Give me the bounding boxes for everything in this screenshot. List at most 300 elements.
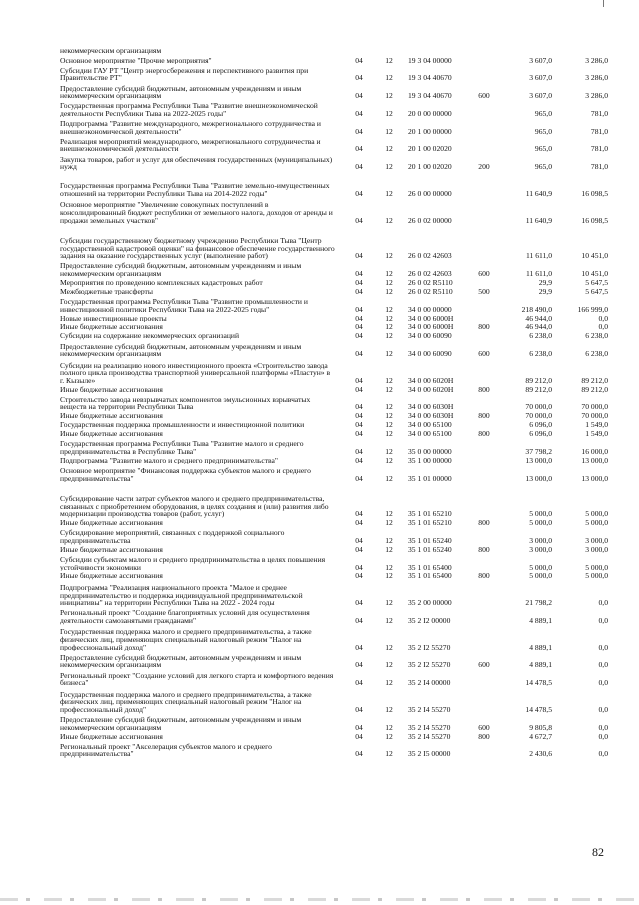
cell-cs: 26 0 02 00000 — [408, 215, 452, 225]
cell-vr — [472, 740, 496, 758]
cell-cs: 26 0 02 R5110 — [408, 277, 453, 287]
cell-pr: 12 — [385, 544, 393, 554]
cell-cs: 34 0 00 60090 — [408, 349, 452, 359]
row-name: Подпрограмма "Развитие малого и среднего предпринимательства" — [60, 456, 278, 465]
cell-name — [60, 731, 344, 740]
row-name: Субсидирование мероприятий, связанных с поддержкой социального предпринимательства — [60, 529, 285, 545]
cell-name — [60, 55, 344, 65]
cell-a: 9 805,8 — [529, 722, 552, 732]
cell-pr: 12 — [385, 509, 393, 519]
cell-cs: 35 1 01 65210 — [408, 518, 452, 528]
cell-cs: 35 2 I2 55270 — [408, 642, 451, 652]
cell-b: 781,0 — [590, 162, 608, 172]
cell-a: 5 000,0 — [529, 518, 552, 528]
row-name: Закупка товаров, работ и услуг для обеспечения государственных (муниципальных) нужд — [60, 155, 333, 171]
cell-pr: 12 — [385, 375, 393, 385]
cell-pr: 12 — [385, 518, 393, 528]
cell-pr: 12 — [385, 660, 393, 670]
table-row — [60, 456, 608, 465]
cell-name — [60, 135, 344, 153]
cell-pr: 12 — [385, 277, 393, 287]
cell-pr: 12 — [385, 188, 393, 198]
cell-b: 5 000,0 — [585, 518, 608, 528]
table-row — [60, 171, 608, 198]
table-row — [60, 384, 608, 393]
cell-rz: 04 — [355, 731, 363, 741]
row-name: Субсидии на содержание некоммерческих организаций — [60, 332, 240, 340]
cell-a: 21 798,2 — [525, 598, 552, 608]
table-row — [60, 198, 608, 225]
scan-artifact — [603, 0, 604, 7]
cell-vr — [472, 135, 496, 153]
cell-cs: 35 2 I4 00000 — [408, 678, 451, 688]
cell-a: 218 490,0 — [521, 304, 552, 314]
cell-name — [60, 64, 344, 82]
cell-vr — [472, 331, 496, 340]
table-row — [60, 669, 608, 687]
cell-b: 0,0 — [598, 642, 608, 652]
cell-cs: 34 0 00 6030H — [408, 402, 454, 412]
cell-name — [60, 518, 344, 527]
table-row — [60, 331, 608, 340]
cell-cs: 35 1 01 65400 — [408, 562, 452, 572]
cell-pr: 12 — [385, 286, 393, 296]
row-name: Межбюджетные трансферты — [60, 287, 153, 296]
cell-b: 1 549,0 — [585, 420, 608, 430]
cell-vr — [472, 64, 496, 82]
cell-name — [60, 340, 344, 358]
cell-a: 965,0 — [534, 126, 552, 136]
row-name: Основное мероприятие "Прочие мероприятия" — [60, 56, 212, 65]
cell-pr: 12 — [385, 704, 393, 714]
cell-cs: 34 0 00 6000H — [408, 322, 454, 332]
cell-name — [60, 545, 344, 554]
table-row — [60, 340, 608, 358]
table-row — [60, 278, 608, 287]
cell-b: 0,0 — [598, 749, 608, 759]
cell-rz: 04 — [355, 749, 363, 759]
cell-name — [60, 625, 344, 652]
cell-b: 70 000,0 — [581, 411, 608, 421]
cell-cs: 35 2 I2 00000 — [408, 615, 451, 625]
cell-b: 0,0 — [598, 722, 608, 732]
row-name: Предоставление субсидий бюджетным, автономным учреждениям и иным некоммерческим организациям — [60, 84, 302, 100]
cell-vr — [472, 687, 496, 714]
row-name: Субсидии государственному бюджетному учреждению Республики Тыва "Центр государственной кадастровой оценки" на финансовое обеспечение государственного задания на оказание государственных услуг (выполнение работ) — [60, 237, 335, 260]
cell-b: 5 647,5 — [585, 277, 608, 287]
cell-b: 0,0 — [598, 322, 608, 332]
cell-rz: 04 — [355, 215, 363, 225]
cell-a: 5 000,0 — [529, 509, 552, 519]
cell-pr: 12 — [385, 144, 393, 154]
cell-vr — [472, 456, 496, 465]
cell-name — [60, 651, 344, 669]
cell-a: 6 238,0 — [529, 349, 552, 359]
cell-rz: 04 — [355, 375, 363, 385]
budget-table-body — [60, 47, 608, 758]
cell-pr: 12 — [385, 384, 393, 394]
cell-pr: 12 — [385, 615, 393, 625]
cell-a: 4 889,1 — [529, 660, 552, 670]
cell-b: 0,0 — [598, 615, 608, 625]
table-row — [60, 714, 608, 732]
table-row — [60, 260, 608, 278]
cell-cs: 34 0 00 6020H — [408, 384, 454, 394]
cell-name — [60, 295, 344, 313]
row-name: Субсидии на реализацию нового инвестиционного проекта «Строительство завода полного цикла производства транспортной универсальной платформы «Пластун» в г. Кызыле» — [60, 361, 331, 385]
cell-vr: 600 — [478, 91, 490, 101]
row-name: Государственная программа Республики Тыва "Развитие малого и среднего предпринимательства в Республике Тыва" — [60, 440, 304, 456]
cell-rz: 04 — [355, 704, 363, 714]
cell-vr — [472, 278, 496, 287]
cell-vr: 600 — [478, 660, 490, 670]
cell-rz — [344, 47, 374, 55]
row-name: Строительство завода невзрывчатых компонентов эмульсионных взрывчатых веществ на территории Республики Тыва — [60, 395, 311, 412]
cell-rz: 04 — [355, 473, 363, 483]
cell-cs: 26 0 02 42603 — [408, 251, 452, 261]
cell-vr: 600 — [478, 722, 490, 732]
row-name: Подпрограмма "Реализация национального проекта "Малое и среднее предпринимательство и поддержка индивидуальной предпринимательской инициативы" на территории Республики Тыва на 2022 - 2024 годы — [60, 583, 303, 607]
cell-rz: 04 — [355, 509, 363, 519]
table-row — [60, 580, 608, 607]
cell-a: 70 000,0 — [525, 411, 552, 421]
row-name: Иные бюджетные ассигнования — [60, 385, 163, 394]
table-row — [60, 358, 608, 385]
cell-pr: 12 — [385, 402, 393, 412]
row-name: Иные бюджетные ассигнования — [60, 519, 163, 527]
cell-pr: 12 — [385, 473, 393, 483]
cell-rz: 04 — [355, 277, 363, 287]
page-number: 82 — [592, 845, 604, 859]
cell-name — [60, 687, 344, 714]
cell-a: 6 096,0 — [529, 429, 552, 439]
cell-cs: 19 3 04 00000 — [408, 55, 452, 65]
budget-table — [60, 47, 608, 758]
cell-vr: 800 — [478, 322, 490, 332]
row-name: Региональный проект "Создание условий для легкого старта и комфортного ведения бизнеса" — [60, 671, 334, 687]
cell-b: 0,0 — [598, 598, 608, 608]
row-name: Предоставление субсидий бюджетным, автономным учреждениям и иным некоммерческим организациям — [60, 262, 302, 278]
table-row — [60, 82, 608, 100]
table-row — [60, 438, 608, 456]
cell-vr — [472, 420, 496, 429]
cell-vr: 200 — [478, 162, 490, 172]
cell-name — [60, 714, 344, 732]
cell-rz: 04 — [355, 349, 363, 359]
cell-pr: 12 — [385, 446, 393, 456]
table-row — [60, 518, 608, 527]
cell-pr: 12 — [385, 642, 393, 652]
cell-cs: 26 0 02 42603 — [408, 269, 452, 279]
cell-vr — [472, 527, 496, 545]
cell-b: 1 549,0 — [585, 429, 608, 439]
cell-vr: 800 — [478, 731, 490, 741]
cell-name — [60, 224, 344, 260]
cell-name — [60, 100, 344, 118]
cell-name — [60, 571, 344, 580]
cell-rz: 04 — [355, 269, 363, 279]
cell-cs: 34 0 00 6030H — [408, 411, 454, 421]
cell-vr — [472, 393, 496, 411]
cell-rz: 04 — [355, 411, 363, 421]
table-row — [60, 153, 608, 171]
cell-cs: 35 1 01 00000 — [408, 473, 452, 483]
cell-b: 13 000,0 — [581, 473, 608, 483]
cell-cs: 35 2 I4 55270 — [408, 731, 451, 741]
cell-rz: 04 — [355, 518, 363, 528]
row-name: Иные бюджетные ассигнования — [60, 412, 163, 420]
cell-b: 5 000,0 — [585, 509, 608, 519]
cell-vr: 600 — [478, 349, 490, 359]
cell-pr — [374, 47, 404, 55]
cell-rz: 04 — [355, 562, 363, 572]
row-name: Государственная программа Республики Тыва "Развитие внешнеэкономической деятельности Республики Тыва на 2022-2025 годы" — [60, 102, 318, 118]
table-row — [60, 651, 608, 669]
cell-b: 6 238,0 — [585, 349, 608, 359]
cell-pr: 12 — [385, 215, 393, 225]
cell-a: 5 000,0 — [529, 571, 552, 581]
cell-a: 11 640,9 — [525, 188, 552, 198]
cell-a: 46 944,0 — [525, 313, 552, 323]
cell-b: 781,0 — [590, 108, 608, 118]
cell-vr — [472, 47, 496, 55]
cell-vr: 800 — [478, 544, 490, 554]
cell-name — [60, 153, 344, 171]
row-name: Предоставление субсидий бюджетным, автономным учреждениям и иным некоммерческим организациям — [60, 342, 302, 358]
cell-cs: 34 0 00 6020H — [408, 375, 454, 385]
cell-cs: 34 0 00 60090 — [408, 331, 452, 341]
table-row — [60, 55, 608, 65]
cell-b: 3 000,0 — [585, 544, 608, 554]
cell-name — [60, 740, 344, 758]
cell-a: 13 000,0 — [525, 473, 552, 483]
cell-name — [60, 322, 344, 331]
table-row — [60, 553, 608, 571]
table-row — [60, 64, 608, 82]
cell-a: 14 478,5 — [525, 704, 552, 714]
cell-rz: 04 — [355, 126, 363, 136]
cell-b: 6 238,0 — [585, 331, 608, 341]
cell-pr: 12 — [385, 331, 393, 341]
row-name: Мероприятия по проведению комплексных кадастровых работ — [60, 278, 263, 287]
cell-vr: 500 — [478, 286, 490, 296]
cell-cs: 35 1 01 65240 — [408, 535, 452, 545]
row-name: Предоставление субсидий бюджетным, автономным учреждениям и иным некоммерческим организациям — [60, 653, 302, 670]
cell-name — [60, 607, 344, 625]
cell-name — [60, 553, 344, 571]
cell-cs — [404, 47, 472, 55]
cell-vr — [472, 553, 496, 571]
cell-pr: 12 — [385, 749, 393, 759]
row-name: Государственная поддержка малого и среднего предпринимательства, а также физических лиц, применяющих специальный налоговый режим "Налог на профессиональный доход" — [60, 690, 312, 714]
cell-rz: 04 — [355, 642, 363, 652]
cell-a: 965,0 — [534, 162, 552, 172]
row-name: Иные бюджетные ассигнования — [60, 732, 163, 741]
cell-rz: 04 — [355, 73, 363, 83]
row-name: Государственная программа Республики Тыва "Развитие земельно-имущественных отношений на территории Республики Тыва на 2014-2022 годы" — [60, 182, 330, 198]
cell-cs: 35 1 01 65240 — [408, 544, 452, 554]
table-row — [60, 429, 608, 438]
cell-name — [60, 331, 344, 340]
cell-rz: 04 — [355, 313, 363, 323]
cell-pr: 12 — [385, 411, 393, 421]
cell-a: 3 607,0 — [529, 55, 552, 65]
cell-rz: 04 — [355, 108, 363, 118]
cell-b: 166 999,0 — [577, 304, 608, 314]
cell-rz: 04 — [355, 286, 363, 296]
row-name: Государственная поддержка малого и среднего предпринимательства, а также физических лиц, применяющих специальный налоговый режим "Налог на профессиональный доход" — [60, 628, 312, 652]
cell-b: 16 098,5 — [581, 188, 608, 198]
cell-vr — [472, 580, 496, 607]
table-row — [60, 322, 608, 331]
table-row — [60, 100, 608, 118]
row-name: Иные бюджетные ассигнования — [60, 572, 163, 581]
cell-name — [60, 420, 344, 429]
cell-name — [60, 287, 344, 296]
cell-b: 3 286,0 — [585, 73, 608, 83]
table-row — [60, 731, 608, 740]
cell-pr: 12 — [385, 598, 393, 608]
cell-a — [496, 47, 552, 55]
table-row — [60, 117, 608, 135]
cell-a: 89 212,0 — [525, 384, 552, 394]
table-row — [60, 464, 608, 482]
cell-pr: 12 — [385, 731, 393, 741]
cell-a: 11 611,0 — [525, 251, 552, 261]
cell-rz: 04 — [355, 420, 363, 430]
cell-b: 10 451,0 — [581, 251, 608, 261]
cell-a: 3 607,0 — [529, 91, 552, 101]
cell-pr: 12 — [385, 562, 393, 572]
row-name: Субсидирование части затрат субъектов малого и среднего предпринимательства, связанных с приобретением оборудования, в целях создания и (или) развития либо модернизации производства товаров (работ, услуг) — [60, 495, 329, 518]
cell-name — [60, 393, 344, 411]
row-name: Предоставление субсидий бюджетным, автономным учреждениям и иным некоммерческим организациям — [60, 716, 302, 732]
cell-pr: 12 — [385, 420, 393, 430]
cell-vr: 800 — [478, 518, 490, 528]
table-row — [60, 47, 608, 55]
cell-b: 5 000,0 — [585, 571, 608, 581]
row-name: Подпрограмма "Развитие международного, межрегионального сотрудничества и внешнеэкономической деятельности" — [60, 120, 321, 136]
row-name: Субсидии ГАУ РТ "Центр энергосбережения и перспективного развития при Правительстве РТ" — [60, 66, 309, 82]
cell-a: 3 000,0 — [529, 535, 552, 545]
row-name: Государственная программа Республики Тыва "Развитие промышленности и инвестиционной политики Республики Тыва на 2022-2025 годы" — [60, 298, 308, 314]
cell-cs: 19 3 04 40670 — [408, 73, 452, 83]
cell-pr: 12 — [385, 429, 393, 439]
cell-rz: 04 — [355, 331, 363, 341]
cell-vr — [472, 607, 496, 625]
cell-rz: 04 — [355, 722, 363, 732]
table-row — [60, 740, 608, 758]
row-name: Региональный проект "Создание благоприятных условий для осуществления деятельности самозанятыми гражданами" — [60, 609, 310, 625]
cell-pr: 12 — [385, 722, 393, 732]
cell-name — [60, 527, 344, 545]
row-name: Региональный проект "Акселерация субъектов малого и среднего предпринимательства" — [60, 742, 272, 759]
cell-name — [60, 47, 344, 55]
table-row — [60, 545, 608, 554]
cell-a: 89 212,0 — [525, 375, 552, 385]
cell-vr — [472, 224, 496, 260]
cell-name — [60, 260, 344, 278]
row-name: Субсидии субъектам малого и среднего предпринимательства в целях повышения устойчивости экономики — [60, 556, 326, 572]
cell-b: 89 212,0 — [581, 384, 608, 394]
cell-a: 14 478,5 — [525, 678, 552, 688]
cell-vr — [472, 358, 496, 385]
cell-rz: 04 — [355, 535, 363, 545]
cell-rz: 04 — [355, 615, 363, 625]
cell-name — [60, 171, 344, 198]
cell-name — [60, 464, 344, 482]
cell-cs: 35 1 00 00000 — [408, 455, 452, 465]
cell-b: 0,0 — [598, 704, 608, 714]
cell-rz: 04 — [355, 322, 363, 332]
cell-a: 965,0 — [534, 144, 552, 154]
cell-name — [60, 313, 344, 322]
row-name: Государственная поддержка промышленности и инвестиционной политики — [60, 421, 305, 429]
cell-b: 0,0 — [598, 678, 608, 688]
cell-rz: 04 — [355, 678, 363, 688]
cell-pr: 12 — [385, 349, 393, 359]
cell-rz: 04 — [355, 402, 363, 412]
cell-b: 10 451,0 — [581, 269, 608, 279]
cell-pr: 12 — [385, 73, 393, 83]
cell-name — [60, 482, 344, 518]
cell-rz: 04 — [355, 660, 363, 670]
table-row — [60, 625, 608, 652]
cell-pr: 12 — [385, 108, 393, 118]
cell-a: 46 944,0 — [525, 322, 552, 332]
cell-cs: 35 2 I5 00000 — [408, 749, 451, 759]
cell-cs: 34 0 00 65100 — [408, 420, 452, 430]
cell-vr — [472, 482, 496, 518]
cell-a: 11 640,9 — [525, 215, 552, 225]
cell-a: 2 430,6 — [529, 749, 552, 759]
table-row — [60, 420, 608, 429]
cell-vr — [472, 171, 496, 198]
cell-rz: 04 — [355, 251, 363, 261]
cell-name — [60, 82, 344, 100]
row-name: Иные бюджетные ассигнования — [60, 430, 163, 438]
cell-b: 3 000,0 — [585, 535, 608, 545]
cell-cs: 20 0 00 00000 — [408, 108, 452, 118]
cell-a: 6 238,0 — [529, 331, 552, 341]
cell-vr — [472, 464, 496, 482]
cell-rz: 04 — [355, 188, 363, 198]
cell-name — [60, 429, 344, 438]
cell-a: 37 798,2 — [525, 446, 552, 456]
cell-cs: 20 1 00 02020 — [408, 162, 452, 172]
cell-rz: 04 — [355, 446, 363, 456]
cell-a: 70 000,0 — [525, 402, 552, 412]
cell-rz: 04 — [355, 91, 363, 101]
table-row — [60, 393, 608, 411]
cell-rz: 04 — [355, 544, 363, 554]
cell-b: 5 647,5 — [585, 286, 608, 296]
row-name: Основное мероприятие "Увеличение совокупных поступлений в консолидированный бюджет республики от земельного налога, доходов от аренды и продажи земельных участков" — [60, 201, 333, 225]
row-name: Реализация мероприятий международного, межрегионального сотрудничества и внешнеэкономической деятельности — [60, 137, 321, 154]
cell-rz: 04 — [355, 304, 363, 314]
cell-vr — [472, 313, 496, 322]
cell-a: 13 000,0 — [525, 455, 552, 465]
cell-cs: 26 0 00 00000 — [408, 188, 452, 198]
cell-cs: 35 2 00 00000 — [408, 598, 452, 608]
table-row — [60, 295, 608, 313]
cell-name — [60, 669, 344, 687]
cell-cs: 26 0 02 R5110 — [408, 286, 453, 296]
cell-rz: 04 — [355, 455, 363, 465]
cell-name — [60, 456, 344, 465]
cell-name — [60, 411, 344, 420]
cell-a: 3 000,0 — [529, 544, 552, 554]
